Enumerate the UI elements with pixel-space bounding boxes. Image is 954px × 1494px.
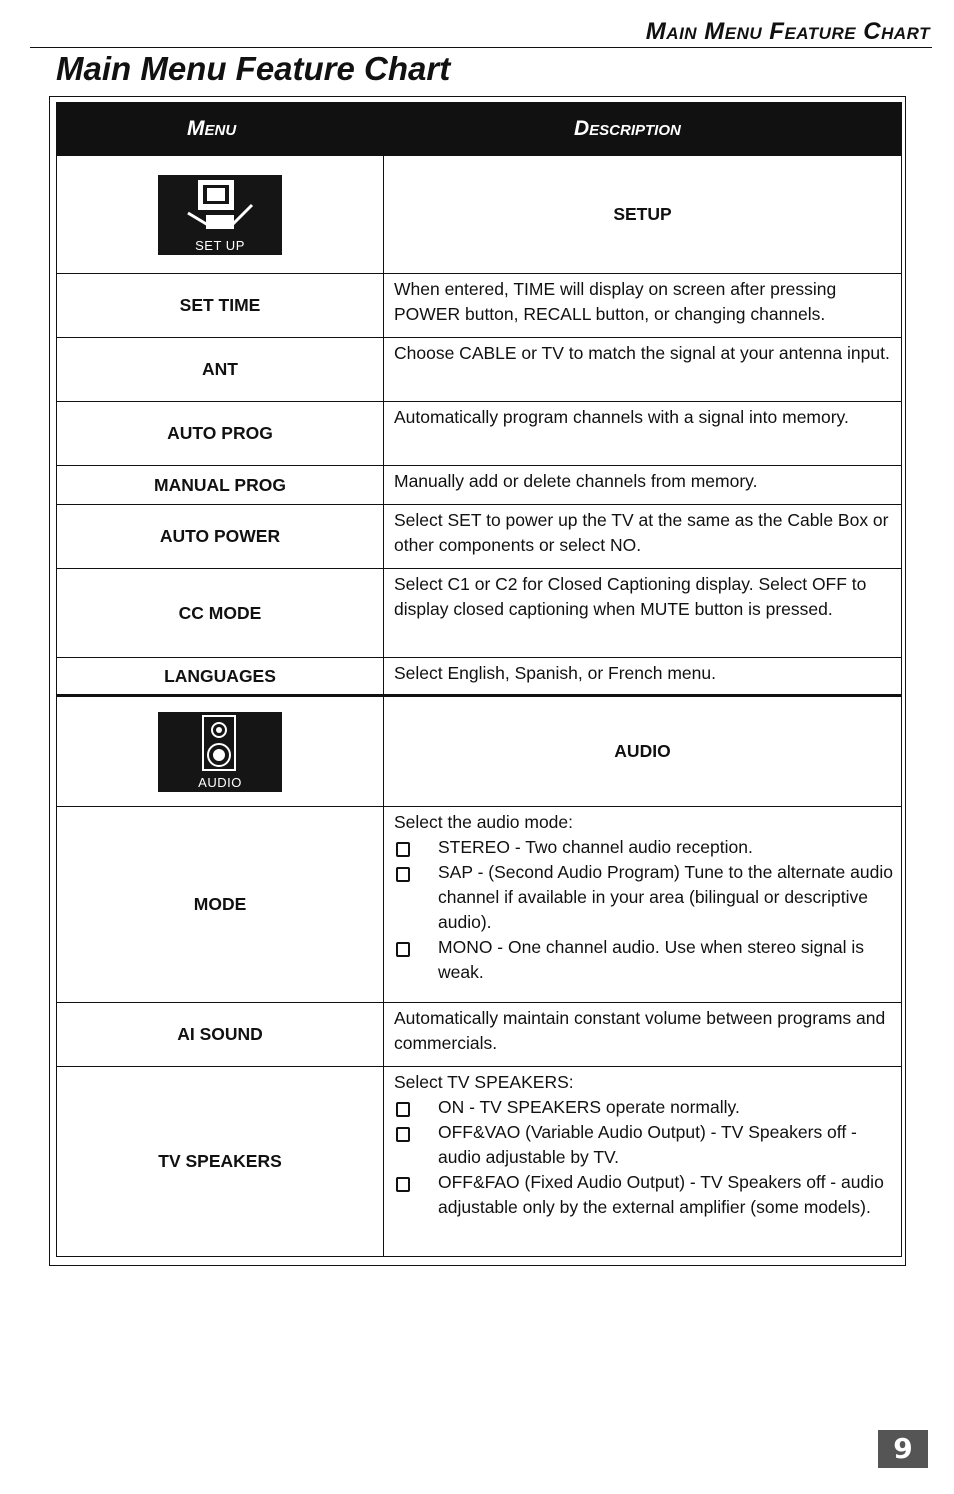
- list-item: OFF&VAO (Variable Audio Output) - TV Speakers off - audio adjustable by TV.: [394, 1120, 893, 1170]
- page-number: 9: [878, 1430, 928, 1468]
- menu-item-description: Manually add or delete channels from memory.: [384, 466, 902, 505]
- audio-section-row: [57, 696, 902, 807]
- table-row: [57, 658, 902, 696]
- feature-chart-table: [56, 102, 902, 1257]
- speaker-icon: [158, 712, 282, 792]
- table-row: [57, 505, 902, 569]
- list-item: MONO - One channel audio. Use when stereo signal is weak.: [394, 935, 893, 985]
- description-column-header: Description: [384, 103, 902, 156]
- audio-icon-cell: [57, 696, 384, 807]
- menu-item-auto-power: AUTO POWER: [57, 505, 384, 569]
- setup-section-title: SETUP: [384, 156, 902, 274]
- table-row: [57, 338, 902, 402]
- list-item: STEREO - Two channel audio reception.: [394, 835, 893, 860]
- menu-item-languages: LANGUAGES: [57, 658, 384, 696]
- menu-item-description: Select SET to power up the TV at the same as the Cable Box or other components or select NO.: [384, 505, 902, 569]
- list-item: SAP - (Second Audio Program) Tune to the alternate audio channel if available in your area (bilingual or descriptive audio).: [394, 860, 893, 935]
- table-row: [57, 569, 902, 658]
- table-row: [57, 466, 902, 505]
- list-item: OFF&FAO (Fixed Audio Output) - TV Speakers off - audio adjustable only by the external amplifier (some models).: [394, 1170, 893, 1220]
- menu-item-description: Automatically program channels with a signal into memory.: [384, 402, 902, 466]
- menu-item-manual-prog: MANUAL PROG: [57, 466, 384, 505]
- page-title: Main Menu Feature Chart: [56, 50, 451, 87]
- menu-item-set-time: SET TIME: [57, 274, 384, 338]
- table-row: [57, 1067, 902, 1257]
- setup-section-row: [57, 156, 902, 274]
- setup-icon: [158, 175, 282, 255]
- menu-item-ai-sound: AI SOUND: [57, 1003, 384, 1067]
- table-header-row: [57, 103, 902, 156]
- setup-icon-label: SET UP: [195, 237, 245, 253]
- table-row: [57, 807, 902, 1003]
- menu-item-ant: ANT: [57, 338, 384, 402]
- mode-intro: Select the audio mode:: [394, 812, 574, 832]
- mode-options-list: [394, 835, 893, 985]
- menu-item-description: When entered, TIME will display on screen after pressing POWER button, RECALL button, or changing channels.: [384, 274, 902, 338]
- menu-item-tv-speakers: TV SPEAKERS: [57, 1067, 384, 1257]
- header-rule: [30, 47, 932, 48]
- table-row: [57, 402, 902, 466]
- running-head: Main Menu Feature Chart: [645, 18, 930, 45]
- audio-icon-label: AUDIO: [198, 774, 242, 790]
- menu-item-mode: MODE: [57, 807, 384, 1003]
- menu-item-cc-mode: CC MODE: [57, 569, 384, 658]
- menu-column-header: Menu: [57, 103, 384, 156]
- menu-item-description: Select C1 or C2 for Closed Captioning display. Select OFF to display closed captioning when MUTE button is pressed.: [384, 569, 902, 658]
- table-row: [57, 1003, 902, 1067]
- audio-section-title: AUDIO: [384, 696, 902, 807]
- menu-item-description: Automatically maintain constant volume between programs and commercials.: [384, 1003, 902, 1067]
- tv-speakers-intro: Select TV SPEAKERS:: [394, 1072, 574, 1092]
- mode-description: [384, 807, 902, 1003]
- list-item: ON - TV SPEAKERS operate normally.: [394, 1095, 893, 1120]
- menu-item-auto-prog: AUTO PROG: [57, 402, 384, 466]
- tv-speakers-options-list: [394, 1095, 893, 1220]
- menu-item-description: Select English, Spanish, or French menu.: [384, 658, 902, 696]
- setup-icon-cell: [57, 156, 384, 274]
- table-row: [57, 274, 902, 338]
- menu-item-description: Choose CABLE or TV to match the signal at your antenna input.: [384, 338, 902, 402]
- tv-speakers-description: [384, 1067, 902, 1257]
